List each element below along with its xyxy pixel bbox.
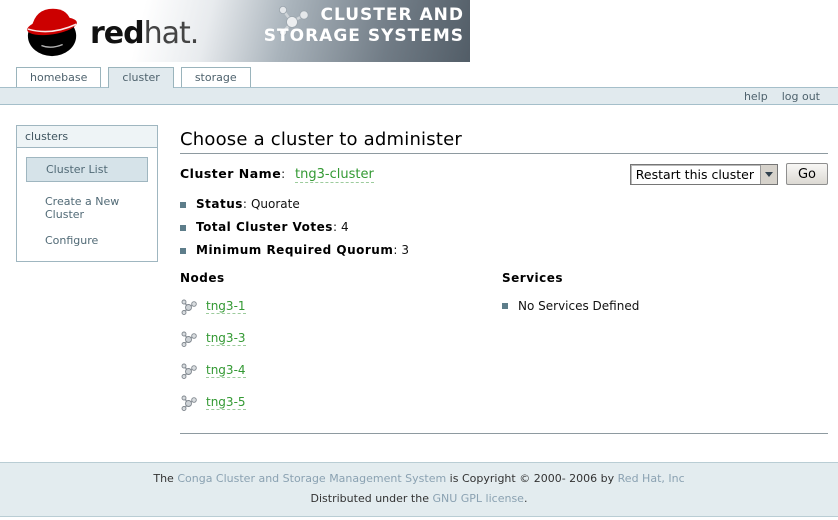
main-panel — [180, 105, 828, 434]
status-item — [180, 198, 828, 211]
wordmark-hat: hat. — [143, 15, 199, 51]
sidebar — [16, 125, 158, 262]
footer-text: The — [153, 472, 178, 485]
node-icon — [180, 331, 197, 347]
status-value: Quorate — [250, 197, 300, 211]
help-link[interactable]: help — [743, 89, 768, 103]
tab-storage[interactable]: storage — [181, 67, 251, 87]
header-banner — [0, 0, 470, 62]
cluster-name-label: Cluster Name — [180, 166, 282, 181]
sidebar-item-configure[interactable]: Configure — [45, 234, 99, 247]
colon: : — [393, 243, 398, 257]
nodes-services-columns — [180, 271, 828, 413]
colon: : — [332, 220, 337, 234]
status-list — [180, 198, 828, 257]
footer — [0, 462, 838, 517]
title-divider — [180, 153, 828, 154]
main-tabs — [16, 67, 838, 87]
product-title-line2: STORAGE SYSTEMS — [263, 26, 464, 46]
nodes-heading: Nodes — [180, 271, 225, 285]
dropdown-button[interactable] — [760, 165, 777, 184]
node-link[interactable]: tng3-4 — [206, 363, 246, 377]
services-column — [502, 271, 828, 413]
tab-homebase[interactable]: homebase — [16, 67, 101, 87]
services-empty-message: No Services Defined — [518, 299, 640, 313]
quorum-label: Minimum Required Quorum — [196, 243, 394, 257]
node-row — [180, 392, 502, 413]
bullet-square-icon — [502, 303, 508, 309]
logout-link[interactable]: log out — [781, 89, 820, 103]
nodes-column — [180, 271, 502, 413]
services-heading: Services — [502, 271, 564, 285]
cluster-name-link[interactable]: tng3-cluster — [295, 167, 374, 182]
node-link[interactable]: tng3-5 — [206, 395, 246, 409]
cluster-name-group — [180, 166, 374, 182]
sidebar-title: clusters — [17, 126, 157, 148]
cluster-action-controls — [630, 163, 828, 185]
sidebar-item-cluster-list[interactable]: Cluster List — [26, 157, 148, 182]
footer-license-line — [0, 492, 838, 505]
redhat-link[interactable]: Red Hat, Inc — [617, 472, 685, 485]
conga-link[interactable]: Conga Cluster and Storage Management System — [177, 472, 447, 485]
bullet-square-icon — [180, 248, 186, 254]
redhat-wordmark — [90, 16, 198, 51]
node-link[interactable]: tng3-3 — [206, 331, 246, 345]
utility-band — [0, 87, 838, 105]
services-empty-row — [502, 299, 828, 313]
bullet-square-icon — [180, 225, 186, 231]
content-area — [0, 105, 838, 462]
gpl-license-link[interactable]: GNU GPL license — [432, 492, 524, 505]
selected-action: Restart this cluster — [635, 166, 754, 182]
status-item — [180, 244, 828, 257]
status-item — [180, 221, 828, 234]
node-icon — [180, 299, 197, 315]
quorum-value: 3 — [401, 243, 410, 257]
cluster-action-select[interactable] — [630, 164, 778, 185]
go-button[interactable]: Go — [786, 163, 828, 185]
node-icon — [180, 395, 197, 411]
cluster-name-row — [180, 163, 828, 185]
node-row — [180, 296, 502, 317]
bullet-square-icon — [180, 202, 186, 208]
footer-copyright-line — [0, 472, 838, 485]
colon: : — [242, 197, 247, 211]
node-link[interactable]: tng3-1 — [206, 299, 246, 313]
status-label: Status — [196, 197, 243, 211]
node-icon — [180, 363, 197, 379]
fedora-icon — [22, 3, 84, 59]
wordmark-red: red — [90, 15, 144, 51]
sidebar-item-create-cluster[interactable]: Create a New Cluster — [45, 195, 120, 221]
node-row — [180, 328, 502, 349]
product-title-line1: CLUSTER AND — [320, 5, 464, 25]
colon: : — [281, 167, 286, 181]
node-row — [180, 360, 502, 381]
page-title: Choose a cluster to administer — [180, 129, 462, 150]
votes-label: Total Cluster Votes — [196, 220, 333, 234]
footer-text: Distributed under the — [310, 492, 433, 505]
product-title — [264, 5, 464, 47]
bottom-divider — [180, 433, 828, 434]
footer-text: is Copyright © 2000- 2006 by — [446, 472, 618, 485]
footer-text: . — [523, 492, 528, 505]
chevron-down-icon — [765, 172, 773, 177]
tab-cluster[interactable]: cluster — [108, 67, 173, 88]
votes-value: 4 — [340, 220, 349, 234]
redhat-logo — [22, 3, 198, 59]
